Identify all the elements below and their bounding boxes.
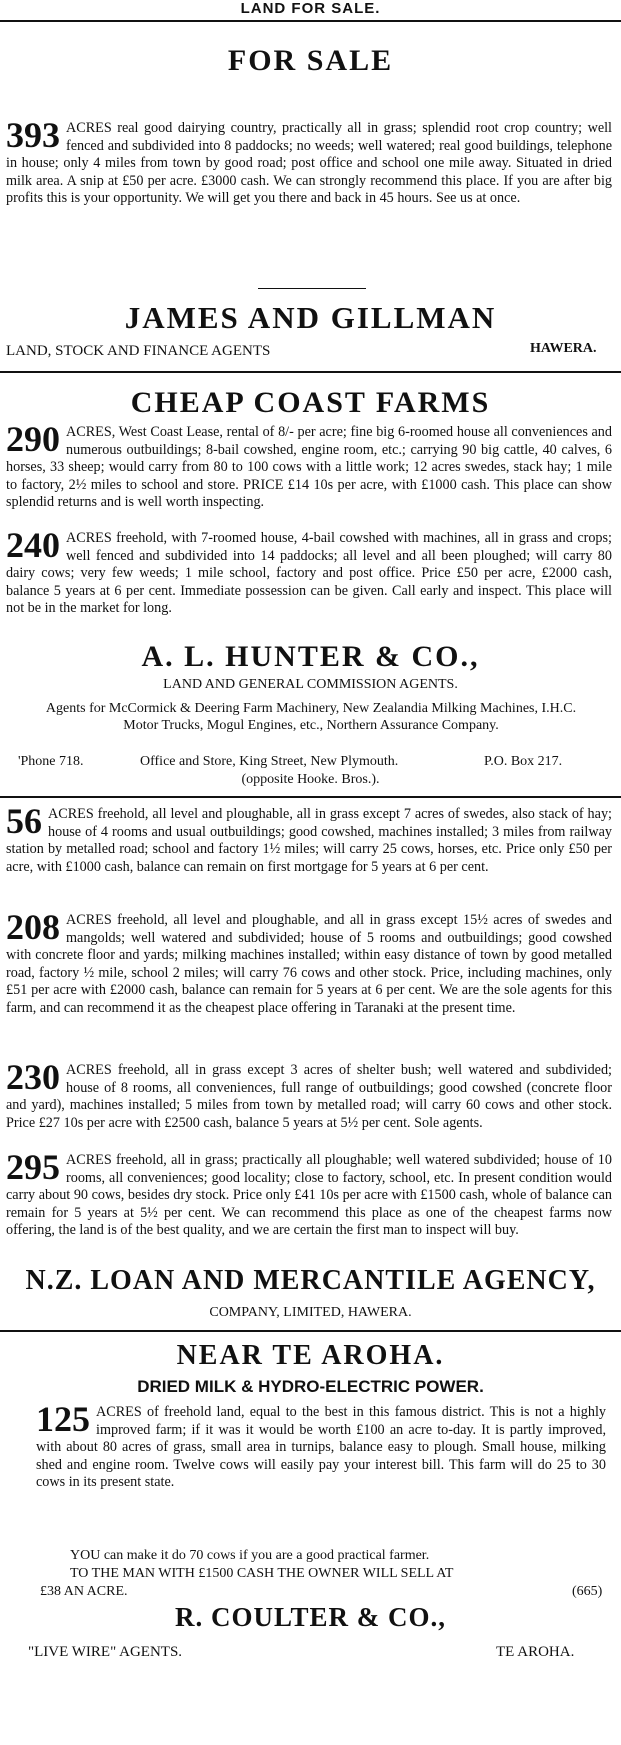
ad2-pobox: P.O. Box 217. xyxy=(484,754,563,769)
ad4-heading: NEAR TE AROHA. xyxy=(176,1340,445,1371)
ad3-item-3 xyxy=(6,1057,612,1132)
ad2-item-1-lot: 290 xyxy=(6,419,60,459)
ad2-opposite: (opposite Hooke. Bros.). xyxy=(241,772,380,787)
ad4-line2: YOU can make it do 70 cows if you are a good practical farmer. xyxy=(70,1548,430,1563)
ad4-lot: 125 xyxy=(36,1399,90,1439)
ad2-agent-desc: LAND AND GENERAL COMMISSION AGENTS. xyxy=(163,677,458,692)
ad2-rule xyxy=(0,796,621,798)
ad3-item-4 xyxy=(6,1147,612,1240)
ad3-agent-desc: COMPANY, LIMITED, HAWERA. xyxy=(209,1305,412,1320)
ad2-item-2-lot: 240 xyxy=(6,525,60,565)
ad2-item-2 xyxy=(6,525,612,618)
ad2-item-2-text: ACRES freehold, with 7-roomed house, 4-bail cowshed with machines, all in grass and crops; well fenced and subdivided into 14 paddocks; all level and all been ploughed; will carry 80 dairy cows; very few weeds; 1 mile school, factory and post office. Price £50 per acre, £2000 cash, balance 5 years at 6 per cent. Immediate possession can be given. Call early and inspect. This place will not be in the market for long. xyxy=(6,530,612,617)
ad3-item-1-lot: 56 xyxy=(6,801,42,841)
ad4-text: ACRES of freehold land, equal to the best in this famous district. This is not a highly improved farm; if it was it would be worth £100 an acre to-day. It is partly improved, with about 80 acres of grass, small area in turnips, balance easy to plough. Small house, milking shed and engine room. Twelve cows will easily pay your interest bill. This farm will do 25 to 30 cows in its present state. xyxy=(36,1404,606,1491)
ad1-lot: 393 xyxy=(6,115,60,155)
ad4-subheading: DRIED MILK & HYDRO-ELECTRIC POWER. xyxy=(137,1377,484,1396)
ad3-item-1 xyxy=(6,801,612,876)
ad2-phone: 'Phone 718. xyxy=(18,754,84,769)
ad1-agent-desc: LAND, STOCK AND FINANCE AGENTS xyxy=(6,343,271,359)
ad4-agent-desc: "LIVE WIRE" AGENTS. xyxy=(28,1644,183,1660)
ad2-agent-note: Agents for McCormick & Deering Farm Machinery, New Zealandia Milking Machines, I.H.C. Motor Trucks, Mogul Engines, etc., Northern Assurance Company. xyxy=(45,701,577,733)
ad3-item-1-text: ACRES freehold, all level and ploughable, all in grass except 7 acres of swedes, also stack of hay; house of 4 rooms and usual outbuildings; good cowshed, machines installed; 3 miles from railway station by metalled road; school and factory 1½ miles; will carry 25 cows, horses, etc. Price only £50 per acre, with £1000 cash, balance can remain on first mortgage for 5 years at 6 per cent. xyxy=(6,806,612,875)
ad1-heading: FOR SALE xyxy=(227,44,394,77)
ad1-text: ACRES real good dairying country, practically all in grass; splendid root crop country; well fenced and subdivided into 8 paddocks; no weeds; well watered; real good buildings, telephone in house; only 4 miles from town by good road; post office and school one mile away. Situated in dried milk area. A snip at £50 per acre. £3000 cash. We can strongly recommend this place. If you are after big profits this is your opportunity. We will get you there and back in 45 hours. See us at once. xyxy=(6,120,612,207)
ad3-item-4-text: ACRES freehold, all in grass; practically all ploughable; well watered subdivided; house of 10 rooms, all conveniences; good locality; close to factory, school, etc. In present condition would carry about 90 cows, besides dry stock. Price only £41 10s per acre with £1500 cash, whole of balance can remain for 5 years at 5½ per cent. We can recommend this place as one of the cheapest farms now offering, the land is of the best quality, and we are certain the first man to inspect will buy. xyxy=(6,1152,612,1239)
ad1-divider xyxy=(258,288,366,289)
ad2-agent-name: A. L. HUNTER & CO., xyxy=(141,640,480,673)
ad4-agent-name: R. COULTER & CO., xyxy=(174,1602,447,1632)
ad4-body xyxy=(36,1399,606,1492)
ad2-heading: CHEAP COAST FARMS xyxy=(130,386,491,419)
column-header: LAND FOR SALE. xyxy=(240,0,381,17)
ad1-agent-name: JAMES AND GILLMAN xyxy=(124,300,497,335)
ad3-item-2-lot: 208 xyxy=(6,907,60,947)
ad1-rule xyxy=(0,371,621,373)
ad3-item-3-text: ACRES freehold, all in grass except 3 acres of shelter bush; well watered and subdivided; house of 8 rooms, all conveniences, full range of outbuildings; good cowshed (concrete floor and yard), machines installed; 5 miles from town by metalled road; will carry 60 cows and other stock. Price £27 10s per acre with £2500 cash, balance 5 years at 5½ per cent. Sole agents. xyxy=(6,1062,612,1131)
ad3-agent-name: N.Z. LOAN AND MERCANTILE AGENCY, xyxy=(25,1265,596,1296)
ad3-item-2 xyxy=(6,907,612,1018)
header-rule xyxy=(0,20,621,22)
ad3-item-3-lot: 230 xyxy=(6,1057,60,1097)
ad4-agent-town: TE AROHA. xyxy=(496,1644,575,1660)
ad3-rule xyxy=(0,1330,621,1332)
ad3-item-4-lot: 295 xyxy=(6,1147,60,1187)
ad2-item-1 xyxy=(6,419,612,512)
ad4-line4: £38 AN ACRE. xyxy=(40,1584,128,1599)
ad3-item-2-text: ACRES freehold, all level and ploughable, and all in grass except 15½ acres of swedes and mangolds; well watered and subdivided; house of 5 rooms and outbuildings; good cowshed with concrete floor and yards; milking machines installed; within easy distance of town by good metalled road, factory ½ mile, school 2 miles; will carry 76 cows and other stock. Price, including machines, only £51 per acre with £2000 cash, balance can remain for 5 years at 6 per cent. We are the sole agents for this farm, and can recommend it as the cheapest place offering in Taranaki at the present time. xyxy=(6,912,612,1016)
ad4-line3: TO THE MAN WITH £1500 CASH THE OWNER WILL SELL AT xyxy=(70,1566,454,1581)
ad4-ref: (665) xyxy=(572,1584,603,1599)
ad2-office: Office and Store, King Street, New Plymouth. xyxy=(140,754,399,769)
ad1-body xyxy=(6,115,612,208)
ad1-agent-town: HAWERA. xyxy=(530,341,597,356)
ad2-item-1-text: ACRES, West Coast Lease, rental of 8/- per acre; fine big 6-roomed house all conveniences and numerous outbuildings; 8-bail cowshed, engine room, etc.; carrying 90 big cattle, 40 calves, 6 horses, 33 sheep; would carry from 80 to 100 cows with a little work; 12 acres swedes, stack hay; 1 mile to factory, 2½ miles to school and store. PRICE £14 10s per acre, with £1000 cash. This place can show splendid returns and is well worth inspecting. xyxy=(6,424,612,511)
